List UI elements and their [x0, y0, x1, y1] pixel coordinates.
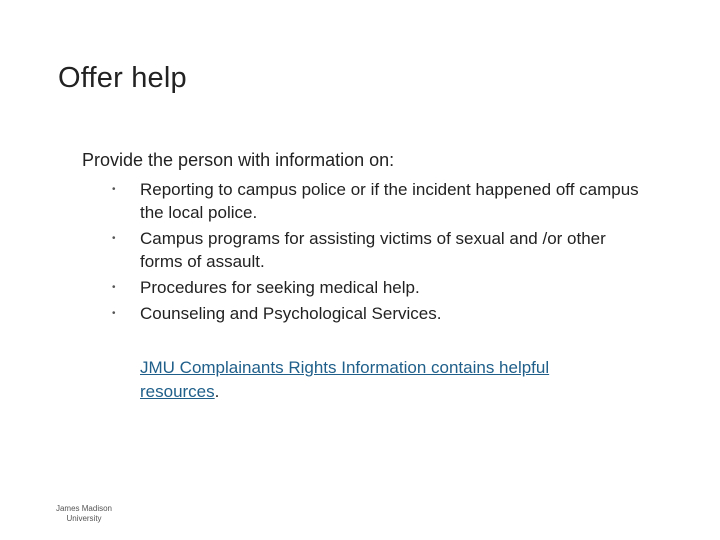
bullet-icon: •: [112, 308, 116, 319]
bullet-item: [112, 227, 652, 273]
link-suffix: .: [214, 382, 220, 401]
bullet-icon: •: [112, 282, 116, 293]
bullet-item: [112, 302, 652, 325]
bullet-text: Campus programs for assisting victims of sexual and /or other forms of assault.: [140, 229, 606, 271]
complainants-rights-link[interactable]: JMU Complainants Rights Information contains helpful resources: [140, 358, 550, 401]
bullet-text: Procedures for seeking medical help.: [140, 278, 420, 297]
logo-line-2: University: [66, 514, 102, 523]
bullet-item: [112, 276, 652, 299]
bullet-item: [112, 178, 652, 224]
logo-line-1: James Madison: [55, 504, 113, 513]
bullet-text: Counseling and Psychological Services.: [140, 304, 442, 323]
bullet-text: Reporting to campus police or if the incident happened off campus the local police.: [140, 180, 639, 222]
university-logo: [50, 504, 118, 524]
bullet-icon: •: [112, 233, 116, 244]
slide-title: Offer help: [58, 62, 187, 94]
resources-note: [140, 356, 610, 404]
intro-text: Provide the person with information on:: [82, 150, 395, 170]
bullet-icon: •: [112, 184, 116, 195]
bullet-list: [112, 178, 652, 328]
